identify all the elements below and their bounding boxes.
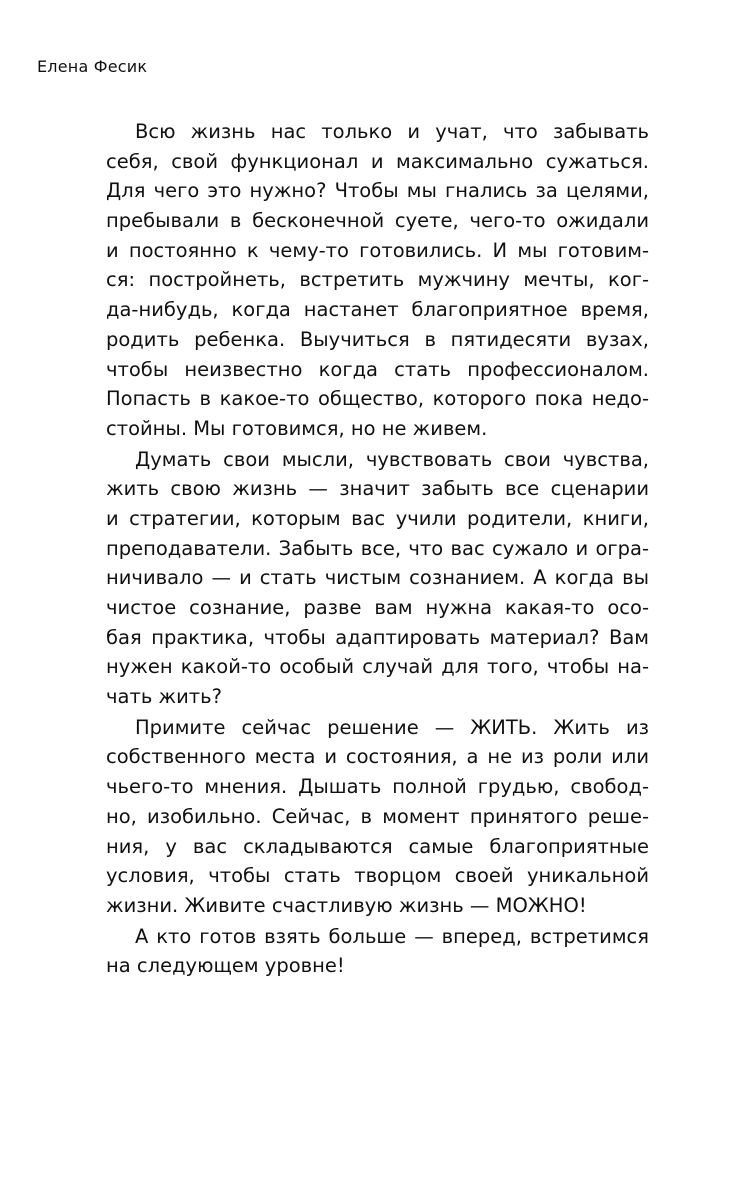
text-line: Примите сейчас решение — ЖИТЬ. Жить из bbox=[135, 715, 649, 739]
running-header-author: Елена Фесик bbox=[37, 57, 148, 76]
text-line: да-нибудь, когда настанет благоприятное время, bbox=[106, 298, 649, 322]
text-line: Для чего это нужно? Чтобы мы гнались за целями, bbox=[106, 179, 649, 203]
text-line: чьего-то мнения. Дышать полной грудью, свобод- bbox=[106, 775, 649, 799]
text-line: жизни. Живите счастливую жизнь — МОЖНО! bbox=[106, 893, 587, 917]
text-line: преподаватели. Забыть все, что вас сужало и огра- bbox=[106, 536, 649, 560]
paragraph-1 bbox=[106, 117, 649, 444]
text-line: ся: постройнеть, встретить мужчину мечты, ког- bbox=[106, 268, 649, 292]
paragraph-2 bbox=[106, 445, 649, 712]
text-line: А кто готов взять больше — вперед, встретимся bbox=[135, 924, 649, 948]
paragraph-4 bbox=[106, 922, 649, 981]
text-line: себя, свой функционал и максимально сужаться. bbox=[106, 149, 649, 173]
text-line: собственного места и состояния, а не из роли или bbox=[106, 745, 649, 769]
text-line: Думать свои мысли, чувствовать свои чувства, bbox=[135, 447, 649, 471]
body-text bbox=[106, 117, 649, 981]
text-line: пребывали в бесконечной суете, чего-то ожидали bbox=[106, 209, 649, 233]
text-line: на следующем уровне! bbox=[106, 954, 345, 978]
text-line: ничивало — и стать чистым сознанием. А когда вы bbox=[106, 566, 649, 590]
text-line: условия, чтобы стать творцом своей уникальной bbox=[106, 864, 649, 888]
text-line: Всю жизнь нас только и учат, что забывать bbox=[135, 120, 649, 143]
text-line: стойны. Мы готовимся, но не живем. bbox=[106, 416, 488, 440]
paragraph-3 bbox=[106, 713, 649, 921]
text-line: и постоянно к чему-то готовились. И мы готовим- bbox=[106, 238, 649, 262]
text-line: Попасть в какое-то общество, которого пока недо- bbox=[106, 387, 649, 411]
text-line: бая практика, чтобы адаптировать материал? Вам bbox=[106, 625, 649, 649]
text-line: ния, у вас складываются самые благоприятные bbox=[106, 834, 649, 858]
text-line: и стратегии, которым вас учили родители, книги, bbox=[106, 506, 649, 530]
text-line: чать жить? bbox=[106, 685, 222, 709]
text-line: родить ребенка. Выучиться в пятидесяти вузах, bbox=[106, 327, 649, 351]
text-line: жить свою жизнь — значит забыть все сценарии bbox=[106, 477, 649, 501]
text-line: нужен какой-то особый случай для того, чтобы на- bbox=[106, 655, 649, 679]
text-line: но, изобильно. Сейчас, в момент принятого реше- bbox=[106, 804, 649, 828]
text-line: чистое сознание, разве вам нужна какая-то осо- bbox=[106, 596, 649, 619]
text-line: чтобы неизвестно когда стать профессионалом. bbox=[106, 357, 649, 381]
